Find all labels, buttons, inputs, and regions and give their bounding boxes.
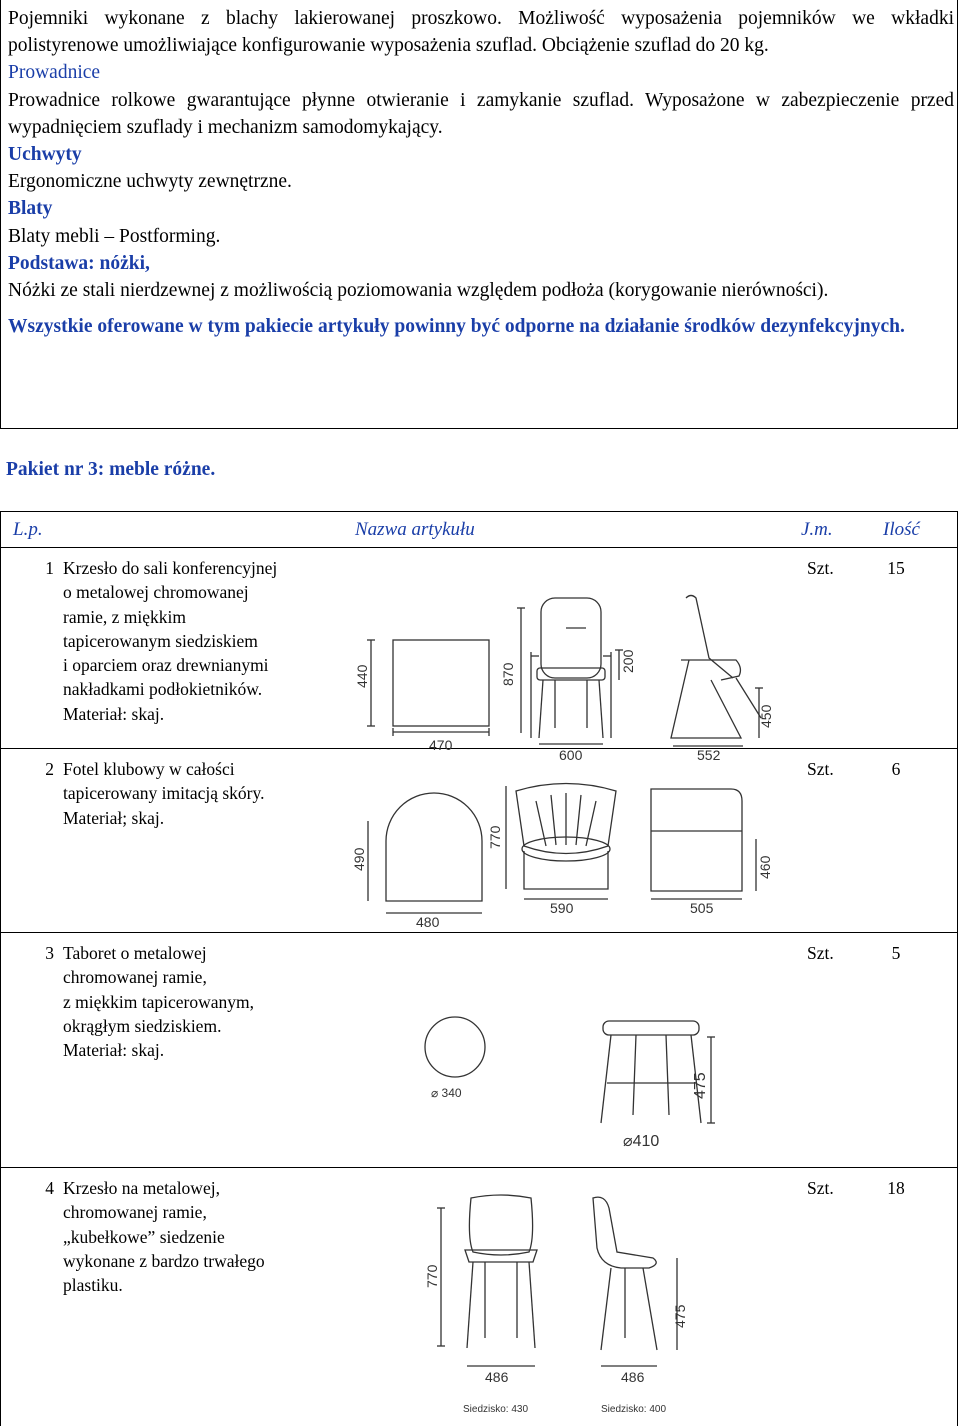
header-unit: J.m. <box>801 519 833 540</box>
row-number: 2 <box>45 759 54 779</box>
row-description: Krzesło na metalowej, chromowanej ramie, „kubełkowe” siedzenie wykonane z bardzo trwałego plastiku. <box>63 1178 265 1296</box>
dim-base-diameter: ⌀410 <box>623 1133 660 1150</box>
table-row <box>1 1168 957 1426</box>
row-unit: Szt. <box>807 558 834 578</box>
dim-front-width: 486 <box>485 1369 509 1385</box>
bucket-chair-drawing <box>421 1188 721 1418</box>
dim-armrest: 200 <box>620 649 636 673</box>
dim-height: 475 <box>692 1072 709 1099</box>
dim-height: 870 <box>500 662 516 686</box>
spec-note: Wszystkie oferowane w tym pakiecie artykuły powinny być odporne na działanie środków dezynfekcyjnych. <box>8 316 905 338</box>
spec-body-tops: Blaty mebli – Postforming. <box>8 225 221 247</box>
dim-width: 600 <box>559 747 583 763</box>
spec-intro: Pojemniki wykonane z blachy lakierowanej proszkowo. Możliwość wyposażenia pojemników we wkładki polistyrenowe umożliwiające konfigurowanie wyposażenia szuflad. Obciążenie szuflad do 20 kg. <box>8 8 954 57</box>
row-description: Taboret o metalowej chromowanej ramie, z miękkim tapicerowanym, okrągłym siedziskiem. Materiał: skaj. <box>63 943 254 1061</box>
row-number: 3 <box>45 943 54 963</box>
table-row <box>1 749 957 933</box>
header-name: Nazwa artykułu <box>355 519 475 540</box>
row-unit: Szt. <box>807 1178 834 1198</box>
stool-drawing <box>411 1003 731 1163</box>
row-description: Fotel klubowy w całości tapicerowany imitacją skóry. Materiał; skaj. <box>63 759 265 828</box>
table-row <box>1 548 957 763</box>
row-quantity: 6 <box>891 759 901 779</box>
dim-side-depth: 505 <box>690 900 714 916</box>
specification-text <box>8 5 954 340</box>
spec-heading-tops: Blaty <box>8 198 53 220</box>
dim-width: 480 <box>416 914 440 930</box>
header-qty: Ilość <box>883 519 920 540</box>
dim-seat-depth: 440 <box>354 664 370 688</box>
specification-box <box>0 0 958 429</box>
spec-body-guides: Prowadnice rolkowe gwarantujące płynne otwieranie i zamykanie szuflad. Wyposażone w zabezpieczenie przed wypadnięciem szuflady i mechanizm samodomykający. <box>8 89 954 138</box>
spec-body-base: Nóżki ze stali nierdzewnej z możliwością poziomowania względem podłoża (korygowanie nierówności). <box>8 280 829 302</box>
spec-body-handles: Ergonomiczne uchwyty zewnętrzne. <box>8 171 292 193</box>
row-unit: Szt. <box>807 943 834 963</box>
conference-chair-drawing <box>341 568 791 763</box>
dim-seat-diameter: ⌀ 340 <box>431 1086 462 1100</box>
dim-height: 770 <box>487 825 503 849</box>
items-table <box>0 511 958 1426</box>
seat-size-front: Siedzisko: 430 <box>463 1404 529 1415</box>
row-number: 1 <box>45 558 54 578</box>
spec-heading-guides: Prowadnice <box>8 62 101 84</box>
dim-front-width: 590 <box>550 900 574 916</box>
dim-seat-height: 475 <box>672 1304 688 1328</box>
row-quantity: 15 <box>887 558 905 578</box>
dim-seat-height: 450 <box>758 704 774 728</box>
package-title: Pakiet nr 3: meble różne. <box>6 459 216 480</box>
table-header <box>1 512 957 548</box>
row-quantity: 18 <box>887 1178 905 1198</box>
dim-side-depth: 486 <box>621 1369 645 1385</box>
dim-depth: 552 <box>697 747 721 763</box>
club-armchair-drawing <box>346 771 776 931</box>
row-description: Krzesło do sali konferencyjnej o metalowej chromowanej ramie, z miękkim tapicerowanym siedziskiem i oparciem oraz drewnianymi nakładkami podłokietników. Materiał: skaj. <box>63 558 278 724</box>
dim-seat-height: 460 <box>757 855 773 879</box>
dim-depth: 490 <box>351 847 367 871</box>
header-lp: L.p. <box>13 519 43 540</box>
row-number: 4 <box>45 1178 54 1198</box>
spec-heading-base: Podstawa: nóżki, <box>8 252 150 274</box>
row-unit: Szt. <box>807 759 834 779</box>
table-row <box>1 933 957 1168</box>
spec-heading-handles: Uchwyty <box>8 144 82 166</box>
row-quantity: 5 <box>891 943 901 963</box>
dim-height: 770 <box>424 1264 440 1288</box>
dim-seat-width: 470 <box>429 737 453 753</box>
seat-size-side: Siedzisko: 400 <box>601 1404 667 1415</box>
